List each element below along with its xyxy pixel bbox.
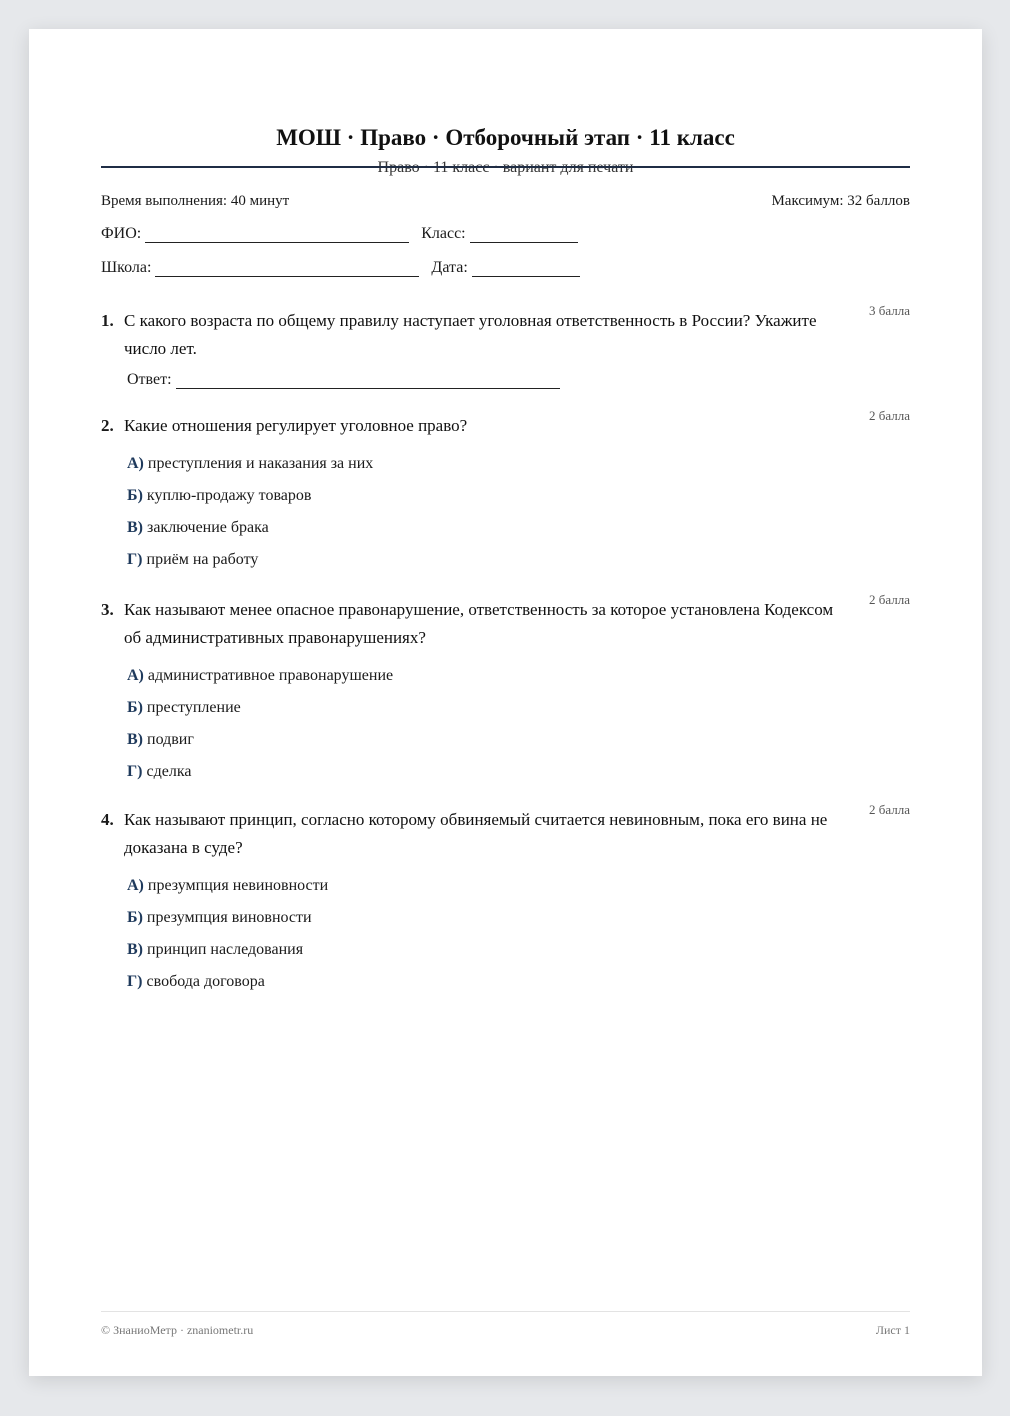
time-limit: Время выполнения: 40 минут bbox=[101, 193, 290, 209]
option-text: заключение брака bbox=[147, 519, 269, 536]
question-points: 2 балла bbox=[869, 408, 910, 423]
date-field[interactable] bbox=[472, 262, 580, 277]
question-number: 4. bbox=[101, 810, 114, 829]
footer-page-number: Лист 1 bbox=[875, 1323, 910, 1337]
question-text: Какие отношения регулирует уголовное право? bbox=[124, 416, 468, 435]
option-text: свобода договора bbox=[146, 973, 265, 990]
class-label: Класс: bbox=[421, 225, 466, 242]
option-text: административное правонарушение bbox=[147, 667, 394, 684]
option-text: принцип наследования bbox=[147, 941, 304, 958]
option-c[interactable] bbox=[127, 512, 910, 544]
footer-copyright: © ЗнаниоМетр · znaniometr.ru bbox=[101, 1323, 254, 1337]
footer-divider bbox=[101, 1311, 910, 1312]
class-field[interactable] bbox=[470, 228, 578, 243]
option-c[interactable] bbox=[127, 934, 910, 966]
school-label: Школа: bbox=[101, 259, 152, 276]
question-text: С какого возраста по общему правилу наступает уголовная ответственность в России? Укажите число лет. bbox=[124, 311, 817, 358]
option-text: приём на работу bbox=[146, 551, 259, 568]
option-letter: Г) bbox=[127, 551, 143, 568]
option-b[interactable] bbox=[127, 480, 910, 512]
question-4 bbox=[101, 802, 910, 998]
school-date-row bbox=[101, 259, 592, 277]
option-a[interactable] bbox=[127, 870, 910, 902]
option-text: презумпция невиновности bbox=[147, 877, 329, 894]
option-text: сделка bbox=[146, 763, 192, 780]
question-number: 1. bbox=[101, 311, 114, 330]
option-letter: Г) bbox=[127, 973, 143, 990]
option-letter: Б) bbox=[127, 699, 143, 716]
option-b[interactable] bbox=[127, 902, 910, 934]
question-3 bbox=[101, 592, 910, 788]
option-b[interactable] bbox=[127, 692, 910, 724]
option-text: преступление bbox=[146, 699, 241, 716]
option-letter: Б) bbox=[127, 909, 143, 926]
question-number: 2. bbox=[101, 416, 114, 435]
question-1 bbox=[101, 303, 910, 389]
question-2 bbox=[101, 408, 910, 576]
name-label: ФИО: bbox=[101, 225, 142, 242]
school-field[interactable] bbox=[155, 262, 419, 277]
question-number: 3. bbox=[101, 600, 114, 619]
option-a[interactable] bbox=[127, 660, 910, 692]
name-field[interactable] bbox=[145, 228, 409, 243]
option-text: подвиг bbox=[147, 731, 194, 748]
option-letter: В) bbox=[127, 519, 143, 536]
question-points: 2 балла bbox=[869, 802, 910, 817]
page-title: МОШ · Право · Отборочный этап · 11 класс bbox=[276, 125, 735, 150]
max-score: Максимум: 32 баллов bbox=[771, 193, 910, 209]
option-d[interactable] bbox=[127, 756, 910, 788]
option-letter: Г) bbox=[127, 763, 143, 780]
option-list bbox=[127, 870, 910, 998]
question-text: Как называют менее опасное правонарушение, ответственность за которое установлена Кодексом об административных правонарушениях? bbox=[124, 600, 834, 647]
name-class-row bbox=[101, 225, 590, 243]
document-page bbox=[29, 29, 982, 1376]
option-letter: В) bbox=[127, 731, 143, 748]
answer-row bbox=[127, 371, 910, 389]
option-d[interactable] bbox=[127, 966, 910, 998]
option-list bbox=[127, 660, 910, 788]
page-subtitle bbox=[29, 159, 982, 177]
option-a[interactable] bbox=[127, 448, 910, 480]
header-divider bbox=[101, 166, 910, 168]
option-letter: Б) bbox=[127, 487, 143, 504]
option-letter: А) bbox=[127, 877, 144, 894]
option-text: преступления и наказания за них bbox=[147, 455, 374, 472]
option-letter: А) bbox=[127, 667, 144, 684]
question-points: 3 балла bbox=[869, 303, 910, 318]
answer-label: Ответ: bbox=[127, 371, 172, 388]
option-letter: В) bbox=[127, 941, 143, 958]
question-text: Как называют принцип, согласно которому обвиняемый считается невиновным, пока его вина не доказана в суде? bbox=[124, 810, 828, 857]
option-letter: А) bbox=[127, 455, 144, 472]
date-label: Дата: bbox=[431, 259, 468, 276]
answer-field[interactable] bbox=[176, 374, 560, 389]
question-points: 2 балла bbox=[869, 592, 910, 607]
option-text: презумпция виновности bbox=[146, 909, 312, 926]
option-c[interactable] bbox=[127, 724, 910, 756]
option-d[interactable] bbox=[127, 544, 910, 576]
option-list bbox=[127, 448, 910, 576]
option-text: куплю-продажу товаров bbox=[146, 487, 312, 504]
